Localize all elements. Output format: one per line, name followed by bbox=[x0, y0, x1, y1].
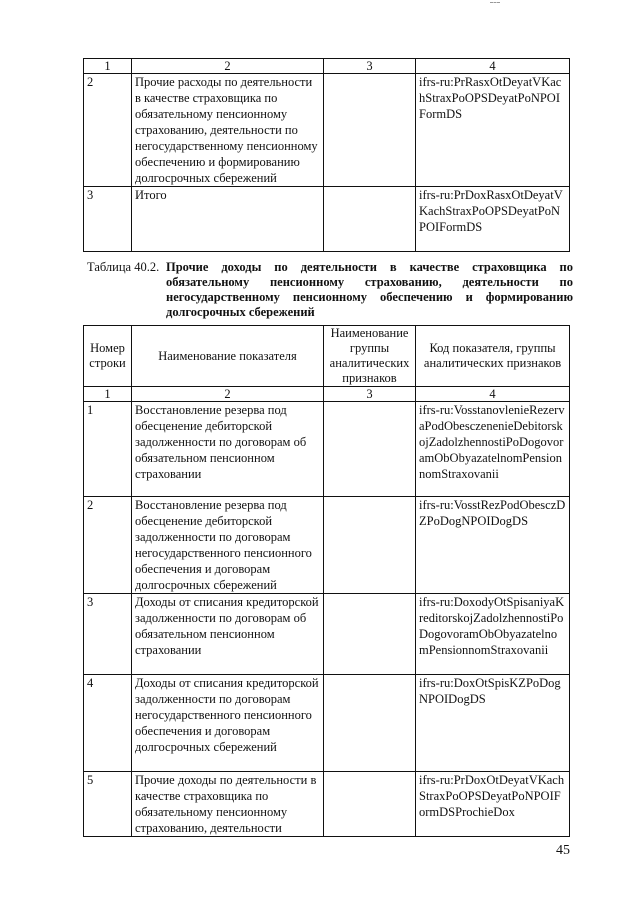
column-number: 4 bbox=[416, 59, 570, 74]
table-row bbox=[84, 187, 570, 252]
group-name bbox=[324, 594, 416, 675]
indicator-code: ifrs-ru:PrDoxOtDeyatVKachStraxPoOPSDeyatPoNPOIFormDSProchieDox bbox=[416, 772, 570, 837]
group-name bbox=[324, 187, 416, 252]
column-number: 1 bbox=[84, 387, 132, 402]
table-other-income bbox=[83, 325, 570, 837]
table-caption-label: Таблица 40.2. bbox=[87, 260, 160, 274]
indicator-name: Доходы от списания кредиторской задолженности по договорам негосударственного пенсионного обеспечения и договорам долгосрочных сбережений bbox=[132, 675, 324, 772]
indicator-name: Прочие расходы по деятельности в качестве страховщика по обязательному пенсионному страхованию, деятельности по негосударственному пенсионному обеспечению и формированию долгосрочных сбережений bbox=[132, 74, 324, 187]
column-number: 4 bbox=[416, 387, 570, 402]
table-continuation bbox=[83, 58, 570, 252]
header-indicator-name: Наименование показателя bbox=[132, 326, 324, 387]
header-group-name: Наименование группы аналитических признаков bbox=[324, 326, 416, 387]
group-name bbox=[324, 675, 416, 772]
table-row bbox=[84, 74, 570, 187]
indicator-code: ifrs-ru:DoxOtSpisKZPoDogNPOIDogDS bbox=[416, 675, 570, 772]
indicator-code: ifrs-ru:PrRasxOtDeyatVKachStraxPoOPSDeyatPoNPOIFormDS bbox=[416, 74, 570, 187]
indicator-code: ifrs-ru:PrDoxRasxOtDeyatVKachStraxPoOPSDeyatPoNPOIFormDS bbox=[416, 187, 570, 252]
row-number: 2 bbox=[84, 74, 132, 187]
column-number: 2 bbox=[132, 387, 324, 402]
row-number: 3 bbox=[84, 594, 132, 675]
indicator-name: Итого bbox=[132, 187, 324, 252]
row-number: 2 bbox=[84, 497, 132, 594]
scan-mark bbox=[490, 2, 500, 4]
column-number-row bbox=[84, 59, 570, 74]
group-name bbox=[324, 497, 416, 594]
column-number: 3 bbox=[324, 59, 416, 74]
header-row-number: Номер строки bbox=[84, 326, 132, 387]
indicator-name: Восстановление резерва под обесценение дебиторской задолженности по договорам об обязательном пенсионном страховании bbox=[132, 402, 324, 497]
table-caption-text: Прочие доходы по деятельности в качестве страховщика по обязательному пенсионному страхованию, деятельности по негосударственному пенсионному обеспечению и формированию долгосрочных сбережений bbox=[166, 260, 573, 319]
indicator-name: Восстановление резерва под обесценение дебиторской задолженности по договорам негосударственного пенсионного обеспечения и договорам долгосрочных сбережений bbox=[132, 497, 324, 594]
indicator-code: ifrs-ru:VosstanovlenieRezervaPodObesczenenieDebitorskojZadolzhennostiPoDogovoramObObyazatelnomPensionnomStraxovanii bbox=[416, 402, 570, 497]
page-number: 45 bbox=[556, 843, 570, 858]
column-number: 1 bbox=[84, 59, 132, 74]
table-caption bbox=[87, 260, 573, 320]
column-number-row bbox=[84, 387, 570, 402]
column-number: 2 bbox=[132, 59, 324, 74]
indicator-code: ifrs-ru:VosstRezPodObesczDZPoDogNPOIDogDS bbox=[416, 497, 570, 594]
table-row bbox=[84, 594, 570, 675]
table-row bbox=[84, 675, 570, 772]
header-row bbox=[84, 326, 570, 387]
indicator-name: Доходы от списания кредиторской задолженности по договорам об обязательном пенсионном страховании bbox=[132, 594, 324, 675]
table-row bbox=[84, 772, 570, 837]
table-row bbox=[84, 497, 570, 594]
column-number: 3 bbox=[324, 387, 416, 402]
group-name bbox=[324, 772, 416, 837]
group-name bbox=[324, 402, 416, 497]
group-name bbox=[324, 74, 416, 187]
row-number: 3 bbox=[84, 187, 132, 252]
indicator-code: ifrs-ru:DoxodyOtSpisaniyaKreditorskojZadolzhennostiPoDogovoramObObyazatelnomPensionnomStraxovanii bbox=[416, 594, 570, 675]
header-indicator-code: Код показателя, группы аналитических признаков bbox=[416, 326, 570, 387]
row-number: 4 bbox=[84, 675, 132, 772]
table-row bbox=[84, 402, 570, 497]
row-number: 1 bbox=[84, 402, 132, 497]
indicator-name: Прочие доходы по деятельности в качестве страховщика по обязательному пенсионному страхованию, деятельности bbox=[132, 772, 324, 837]
row-number: 5 bbox=[84, 772, 132, 837]
